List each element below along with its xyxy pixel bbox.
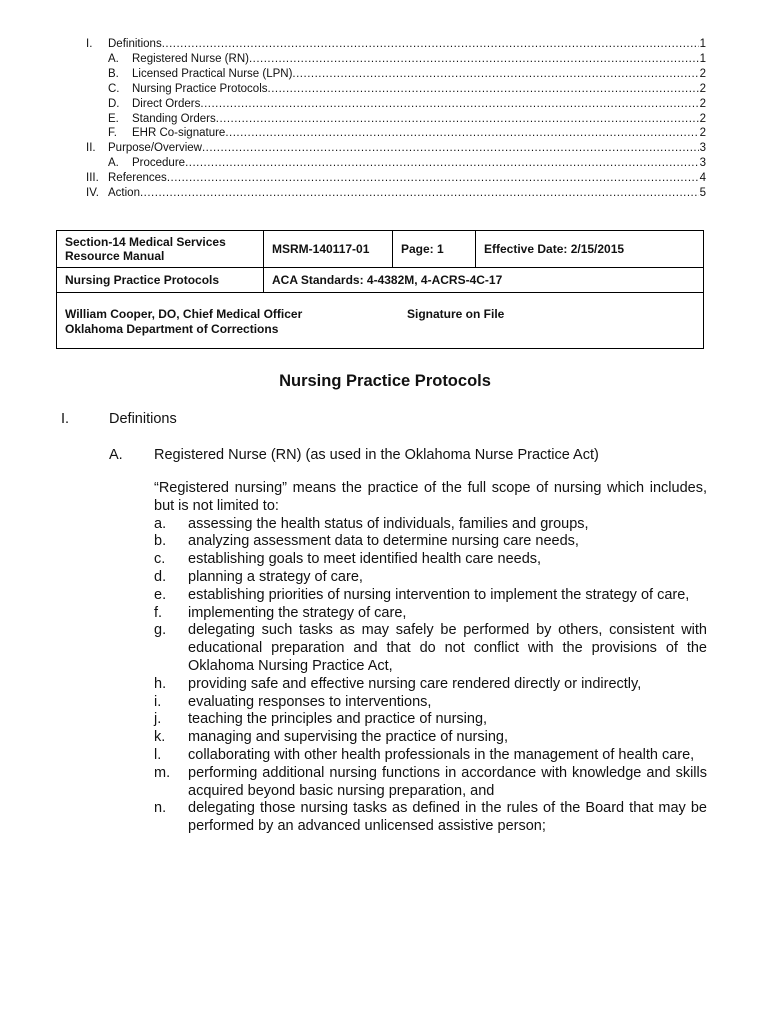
- toc-leader-dots: [185, 156, 699, 171]
- list-item-letter: j.: [154, 711, 162, 728]
- toc-leader-dots: [268, 82, 699, 97]
- table-of-contents: [86, 37, 706, 201]
- toc-leader-dots: [249, 52, 699, 67]
- list-item: [154, 711, 707, 729]
- toc-entry: [86, 67, 706, 82]
- toc-entry-page: 2: [699, 127, 706, 140]
- list-item-letter: l.: [154, 746, 162, 763]
- page-cell: Page: 1: [393, 231, 476, 268]
- toc-entry: [86, 37, 706, 52]
- toc-entry-page: 3: [699, 157, 706, 170]
- toc-entry-page: 2: [699, 112, 706, 125]
- list-item-text: analyzing assessment data to determine nursing care needs,: [188, 533, 579, 550]
- toc-entry-label: References: [108, 172, 167, 185]
- list-item: [154, 622, 707, 675]
- toc-entry-number: E.: [108, 112, 119, 125]
- toc-entry-number: IV.: [86, 187, 100, 200]
- toc-leader-dots: [167, 171, 699, 186]
- toc-leader-dots: [202, 141, 699, 156]
- list-item-text: establishing goals to meet identified health care needs,: [188, 551, 542, 568]
- list-item-letter: f.: [154, 604, 163, 621]
- list-item-text: collaborating with other health professionals in the management of health care,: [188, 746, 695, 763]
- signer-org: Oklahoma Department of Corrections: [65, 322, 279, 336]
- list-item-letter: b.: [154, 533, 167, 550]
- toc-entry-label: Licensed Practical Nurse (LPN): [132, 67, 293, 80]
- list-item: [154, 800, 707, 836]
- toc-entry-label: Definitions: [108, 38, 162, 50]
- list-item-letter: k.: [154, 729, 166, 746]
- list-item-letter: m.: [154, 764, 171, 781]
- toc-leader-dots: [225, 126, 698, 141]
- subsection-letter: A.: [109, 447, 123, 463]
- effective-date-cell: Effective Date: 2/15/2015: [476, 231, 704, 268]
- section-line-2: Resource Manual: [65, 249, 165, 263]
- list-item-text: implementing the strategy of care,: [188, 604, 407, 621]
- document-header-table: [56, 230, 704, 349]
- toc-entry-number: III.: [86, 172, 99, 185]
- signature-note: Signature on File: [407, 307, 505, 321]
- section-title: Definitions: [109, 411, 177, 427]
- toc-leader-dots: [162, 37, 699, 52]
- toc-entry-label: Action: [108, 187, 140, 200]
- toc-entry-page: 2: [699, 97, 706, 110]
- definition-body: [154, 480, 707, 836]
- list-item-text: planning a strategy of care,: [188, 568, 363, 585]
- toc-entry-label: Registered Nurse (RN): [132, 52, 249, 65]
- toc-entry-page: 4: [699, 172, 706, 185]
- toc-entry-number: F.: [108, 127, 117, 140]
- toc-entry: [86, 82, 706, 97]
- list-item: [154, 605, 707, 623]
- definition-list: [154, 516, 707, 836]
- protocol-title-cell: Nursing Practice Protocols: [57, 268, 264, 293]
- document-title: Nursing Practice Protocols: [279, 372, 491, 390]
- toc-entry-label: Direct Orders: [132, 97, 201, 110]
- toc-entry-number: C.: [108, 82, 120, 95]
- list-item: [154, 533, 707, 551]
- toc-leader-dots: [216, 112, 699, 127]
- section-line-1: Section-14 Medical Services: [65, 235, 226, 249]
- toc-entry-number: A.: [108, 157, 119, 170]
- list-item-text: managing and supervising the practice of nursing,: [188, 729, 508, 746]
- toc-entry: [86, 156, 706, 171]
- toc-entry-page: 5: [699, 187, 706, 200]
- toc-entry-number: A.: [108, 52, 119, 65]
- toc-entry-number: D.: [108, 97, 120, 110]
- list-item: [154, 516, 707, 534]
- aca-standards-cell: ACA Standards: 4-4382M, 4-ACRS-4C-17: [264, 268, 704, 293]
- list-item: [154, 694, 707, 712]
- list-item-text: assessing the health status of individuals, families and groups,: [188, 515, 589, 532]
- toc-entry-page: 1: [699, 52, 706, 65]
- list-item-letter: e.: [154, 586, 167, 603]
- definition-intro: “Registered nursing” means the practice of the full scope of nursing which includes, but is not limited to:: [154, 480, 707, 514]
- list-item-text: performing additional nursing functions in accordance with knowledge and skills acquired beyond basic nursing preparation, and: [188, 764, 707, 799]
- toc-entry-label: Nursing Practice Protocols: [132, 82, 268, 95]
- toc-entry-label: Standing Orders: [132, 112, 216, 125]
- toc-entry-page: 1: [699, 38, 706, 50]
- section-number: I.: [61, 411, 70, 427]
- toc-entry-number: I.: [86, 38, 93, 50]
- list-item-text: delegating those nursing tasks as defined in the rules of the Board that may be performed by an advanced unlicensed assistive person;: [188, 800, 707, 835]
- toc-leader-dots: [200, 97, 698, 112]
- toc-entry: [86, 126, 706, 141]
- manual-section-cell: [57, 231, 264, 268]
- toc-entry-number: II.: [86, 142, 96, 155]
- toc-entry-page: 2: [699, 82, 706, 95]
- list-item: [154, 569, 707, 587]
- list-item-text: providing safe and effective nursing care rendered directly or indirectly,: [188, 675, 642, 692]
- list-item-letter: h.: [154, 675, 167, 692]
- toc-entry-number: B.: [108, 67, 119, 80]
- list-item: [154, 747, 707, 765]
- list-item-letter: d.: [154, 568, 167, 585]
- toc-entry: [86, 141, 706, 156]
- list-item: [154, 676, 707, 694]
- toc-entry: [86, 97, 706, 112]
- signature-cell: [57, 293, 704, 349]
- subsection-title: Registered Nurse (RN) (as used in the Oklahoma Nurse Practice Act): [154, 447, 599, 463]
- list-item-text: teaching the principles and practice of nursing,: [188, 711, 488, 728]
- toc-entry: [86, 112, 706, 127]
- list-item: [154, 765, 707, 801]
- toc-entry-label: Purpose/Overview: [108, 142, 202, 155]
- toc-leader-dots: [140, 186, 699, 201]
- list-item: [154, 551, 707, 569]
- toc-entry-label: Procedure: [132, 157, 186, 170]
- list-item-letter: n.: [154, 800, 167, 817]
- list-item-letter: i.: [154, 693, 162, 710]
- doc-number-cell: MSRM-140117-01: [264, 231, 393, 268]
- list-item-letter: a.: [154, 515, 167, 532]
- toc-entry-label: EHR Co-signature: [132, 127, 226, 140]
- toc-entry-page: 2: [699, 67, 706, 80]
- toc-entry: [86, 171, 706, 186]
- toc-entry: [86, 52, 706, 67]
- toc-leader-dots: [292, 67, 698, 82]
- toc-entry: [86, 186, 706, 201]
- list-item-text: establishing priorities of nursing intervention to implement the strategy of care,: [188, 586, 690, 603]
- signer-name: William Cooper, DO, Chief Medical Officer: [65, 307, 303, 321]
- list-item: [154, 587, 707, 605]
- list-item-text: delegating such tasks as may safely be performed by others, consistent with educational preparation and that do not conflict with the provisions of the Oklahoma Nursing Practice Act,: [188, 622, 707, 674]
- list-item: [154, 729, 707, 747]
- list-item-letter: g.: [154, 622, 167, 639]
- list-item-text: evaluating responses to interventions,: [188, 693, 432, 710]
- toc-entry-page: 3: [699, 142, 706, 155]
- list-item-letter: c.: [154, 551, 166, 568]
